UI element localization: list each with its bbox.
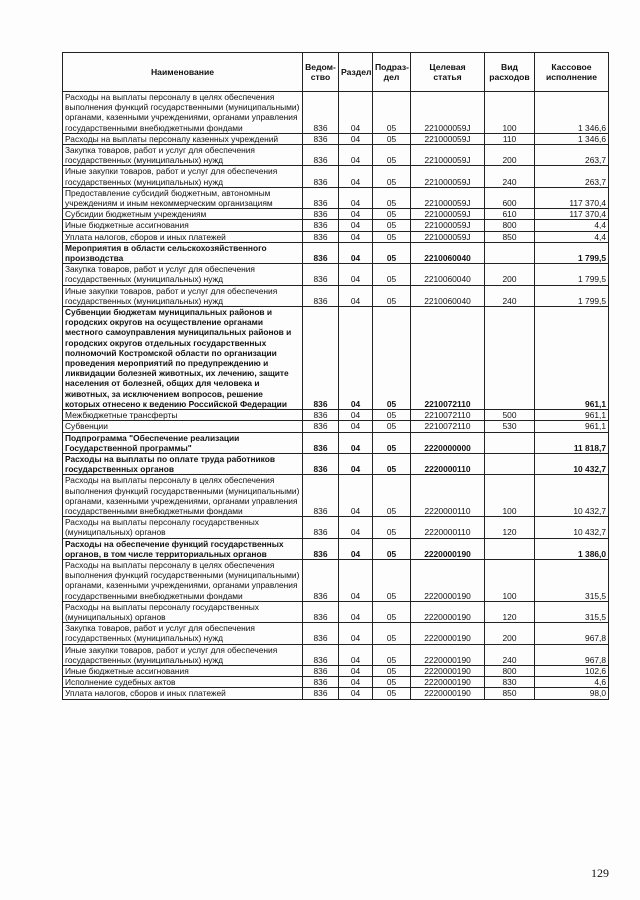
row-podrazdel-cell: 05: [373, 601, 411, 622]
row-vedomstvo-cell: 836: [303, 187, 339, 208]
table-header: [63, 53, 609, 92]
row-name-cell: Межбюджетные трансферты: [63, 410, 303, 421]
row-vid-cell: 850: [485, 688, 535, 699]
row-name-cell: Расходы на выплаты персоналу государственных (муниципальных) органов: [63, 601, 303, 622]
row-razdel-cell: 04: [339, 559, 373, 601]
row-podrazdel-cell: 05: [373, 517, 411, 538]
row-target-cell: 2220000190: [411, 688, 485, 699]
row-name-cell: Закупка товаров, работ и услуг для обеспечения государственных (муниципальных) нужд: [63, 264, 303, 285]
row-razdel-cell: 04: [339, 538, 373, 559]
row-target-cell: 2210072110: [411, 307, 485, 410]
row-podrazdel-cell: 05: [373, 145, 411, 166]
row-amount-cell: 263,7: [535, 166, 609, 187]
table-row: [63, 187, 609, 208]
row-amount-cell: 10 432,7: [535, 517, 609, 538]
row-vid-cell: [485, 242, 535, 263]
row-amount-cell: 10 432,7: [535, 453, 609, 474]
row-razdel-cell: 04: [339, 688, 373, 699]
row-target-cell: 2220000110: [411, 475, 485, 517]
row-podrazdel-cell: 05: [373, 559, 411, 601]
table-row: [63, 538, 609, 559]
header-vedomstvo: Ведом- ство: [303, 53, 339, 92]
row-razdel-cell: 04: [339, 307, 373, 410]
row-vedomstvo-cell: 836: [303, 231, 339, 242]
row-razdel-cell: 04: [339, 187, 373, 208]
row-razdel-cell: 04: [339, 209, 373, 220]
row-vedomstvo-cell: 836: [303, 432, 339, 453]
row-amount-cell: 961,1: [535, 421, 609, 432]
row-vedomstvo-cell: 836: [303, 307, 339, 410]
row-podrazdel-cell: 05: [373, 264, 411, 285]
row-podrazdel-cell: 05: [373, 644, 411, 665]
row-name-cell: Расходы на выплаты персоналу в целях обеспечения выполнения функций государственными (муниципальными) органами, казенными учреждениями, органами управления государственными внебюджетными фондами: [63, 559, 303, 601]
row-vid-cell: 600: [485, 187, 535, 208]
row-target-cell: 2210060040: [411, 285, 485, 306]
row-podrazdel-cell: 05: [373, 453, 411, 474]
row-vedomstvo-cell: 836: [303, 559, 339, 601]
table-row: [63, 517, 609, 538]
page-number: 129: [591, 866, 609, 880]
row-podrazdel-cell: 05: [373, 665, 411, 676]
row-vid-cell: 850: [485, 231, 535, 242]
row-podrazdel-cell: 05: [373, 677, 411, 688]
row-podrazdel-cell: 05: [373, 242, 411, 263]
table-row: [63, 209, 609, 220]
table-row: [63, 623, 609, 644]
row-podrazdel-cell: 05: [373, 421, 411, 432]
row-vedomstvo-cell: 836: [303, 623, 339, 644]
header-target: Целевая статья: [411, 53, 485, 92]
row-vedomstvo-cell: 836: [303, 644, 339, 665]
row-razdel-cell: 04: [339, 285, 373, 306]
row-target-cell: 2220000190: [411, 623, 485, 644]
table-row: [63, 665, 609, 676]
row-vedomstvo-cell: 836: [303, 688, 339, 699]
row-target-cell: 221000059J: [411, 166, 485, 187]
table-row: [63, 220, 609, 231]
row-target-cell: 221000059J: [411, 133, 485, 144]
row-name-cell: Расходы на выплаты персоналу в целях обеспечения выполнения функций государственными (муниципальными) органами, казенными учреждениями, органами управления государственными внебюджетными фондами: [63, 92, 303, 134]
row-vedomstvo-cell: 836: [303, 242, 339, 263]
header-razdel: Раздел: [339, 53, 373, 92]
row-name-cell: Иные бюджетные ассигнования: [63, 220, 303, 231]
row-vid-cell: 200: [485, 145, 535, 166]
row-vid-cell: 120: [485, 601, 535, 622]
row-name-cell: Подпрограмма "Обеспечение реализации Государственной программы": [63, 432, 303, 453]
row-vid-cell: [485, 453, 535, 474]
row-amount-cell: 102,6: [535, 665, 609, 676]
table-row: [63, 432, 609, 453]
row-razdel-cell: 04: [339, 220, 373, 231]
row-name-cell: Закупка товаров, работ и услуг для обеспечения государственных (муниципальных) нужд: [63, 623, 303, 644]
row-razdel-cell: 04: [339, 677, 373, 688]
row-podrazdel-cell: 05: [373, 231, 411, 242]
row-vid-cell: 200: [485, 264, 535, 285]
row-vedomstvo-cell: 836: [303, 410, 339, 421]
row-target-cell: 221000059J: [411, 209, 485, 220]
table-row: [63, 559, 609, 601]
row-vid-cell: 240: [485, 166, 535, 187]
row-vid-cell: 800: [485, 220, 535, 231]
row-name-cell: Исполнение судебных актов: [63, 677, 303, 688]
row-amount-cell: 1 346,6: [535, 133, 609, 144]
row-amount-cell: 967,8: [535, 623, 609, 644]
row-amount-cell: 1 799,5: [535, 264, 609, 285]
row-name-cell: Субвенции бюджетам муниципальных районов и городских округов на осуществление органами местного самоуправления муниципальных районов и городских округов отдельных государственных полномочий Костромской области по организации проведения мероприятий по предупреждению и ликвидации болезней животных, их лечению, защите населения от болезней, общих для человека и животных, за исключением вопросов, решение которых отнесено к ведению Российской Федерации: [63, 307, 303, 410]
row-name-cell: Иные бюджетные ассигнования: [63, 665, 303, 676]
row-name-cell: Иные закупки товаров, работ и услуг для обеспечения государственных (муниципальных) нужд: [63, 166, 303, 187]
row-target-cell: 221000059J: [411, 231, 485, 242]
row-target-cell: 2210072110: [411, 410, 485, 421]
row-amount-cell: 1 799,5: [535, 242, 609, 263]
row-target-cell: 2220000000: [411, 432, 485, 453]
row-target-cell: 2220000110: [411, 517, 485, 538]
row-name-cell: Уплата налогов, сборов и иных платежей: [63, 688, 303, 699]
header-name: Наименование: [63, 53, 303, 92]
row-vedomstvo-cell: 836: [303, 92, 339, 134]
header-podrazdel: Подраз- дел: [373, 53, 411, 92]
row-target-cell: 2210072110: [411, 421, 485, 432]
row-vid-cell: 120: [485, 517, 535, 538]
row-vedomstvo-cell: 836: [303, 264, 339, 285]
row-vedomstvo-cell: 836: [303, 517, 339, 538]
row-name-cell: Предоставление субсидий бюджетным, автономным учреждениям и иным некоммерческим организациям: [63, 187, 303, 208]
row-amount-cell: 961,1: [535, 410, 609, 421]
row-target-cell: 2220000190: [411, 538, 485, 559]
row-target-cell: 2220000190: [411, 644, 485, 665]
row-podrazdel-cell: 05: [373, 285, 411, 306]
row-amount-cell: 98,0: [535, 688, 609, 699]
row-vedomstvo-cell: 836: [303, 145, 339, 166]
row-podrazdel-cell: 05: [373, 410, 411, 421]
row-razdel-cell: 04: [339, 432, 373, 453]
row-vid-cell: [485, 432, 535, 453]
table-row: [63, 410, 609, 421]
row-amount-cell: 11 818,7: [535, 432, 609, 453]
row-vedomstvo-cell: 836: [303, 475, 339, 517]
row-amount-cell: 117 370,4: [535, 187, 609, 208]
row-amount-cell: 4,4: [535, 231, 609, 242]
table-row: [63, 145, 609, 166]
table-row: [63, 242, 609, 263]
row-vedomstvo-cell: 836: [303, 209, 339, 220]
row-target-cell: 2220000190: [411, 559, 485, 601]
row-vid-cell: 100: [485, 559, 535, 601]
row-amount-cell: 315,5: [535, 559, 609, 601]
row-target-cell: 221000059J: [411, 145, 485, 166]
row-vedomstvo-cell: 836: [303, 453, 339, 474]
row-razdel-cell: 04: [339, 92, 373, 134]
row-razdel-cell: 04: [339, 601, 373, 622]
table-row: [63, 453, 609, 474]
row-vid-cell: 110: [485, 133, 535, 144]
row-podrazdel-cell: 05: [373, 187, 411, 208]
row-target-cell: 2220000190: [411, 677, 485, 688]
row-name-cell: Иные закупки товаров, работ и услуг для обеспечения государственных (муниципальных) нужд: [63, 285, 303, 306]
row-vedomstvo-cell: 836: [303, 538, 339, 559]
row-vid-cell: 200: [485, 623, 535, 644]
budget-table: [62, 52, 609, 700]
table-row: [63, 264, 609, 285]
row-name-cell: Закупка товаров, работ и услуг для обеспечения государственных (муниципальных) нужд: [63, 145, 303, 166]
row-amount-cell: 117 370,4: [535, 209, 609, 220]
row-amount-cell: 315,5: [535, 601, 609, 622]
table-row: [63, 688, 609, 699]
row-vid-cell: [485, 307, 535, 410]
row-razdel-cell: 04: [339, 475, 373, 517]
table-row: [63, 644, 609, 665]
row-target-cell: 221000059J: [411, 92, 485, 134]
row-razdel-cell: 04: [339, 231, 373, 242]
row-razdel-cell: 04: [339, 623, 373, 644]
row-vedomstvo-cell: 836: [303, 665, 339, 676]
table-row: [63, 92, 609, 134]
row-target-cell: 2210060040: [411, 264, 485, 285]
table-row: [63, 601, 609, 622]
row-vid-cell: [485, 538, 535, 559]
row-vid-cell: 830: [485, 677, 535, 688]
row-podrazdel-cell: 05: [373, 92, 411, 134]
table-row: [63, 285, 609, 306]
row-target-cell: 221000059J: [411, 220, 485, 231]
row-vid-cell: 500: [485, 410, 535, 421]
row-target-cell: 221000059J: [411, 187, 485, 208]
row-razdel-cell: 04: [339, 644, 373, 665]
row-podrazdel-cell: 05: [373, 688, 411, 699]
table-row: [63, 133, 609, 144]
row-podrazdel-cell: 05: [373, 538, 411, 559]
row-vedomstvo-cell: 836: [303, 133, 339, 144]
row-podrazdel-cell: 05: [373, 209, 411, 220]
row-podrazdel-cell: 05: [373, 220, 411, 231]
header-amount: Кассовое исполнение: [535, 53, 609, 92]
row-amount-cell: 263,7: [535, 145, 609, 166]
table-row: [63, 677, 609, 688]
table-row: [63, 307, 609, 410]
row-razdel-cell: 04: [339, 453, 373, 474]
row-vid-cell: 240: [485, 285, 535, 306]
row-amount-cell: 961,1: [535, 307, 609, 410]
row-podrazdel-cell: 05: [373, 432, 411, 453]
row-vid-cell: 800: [485, 665, 535, 676]
row-vedomstvo-cell: 836: [303, 421, 339, 432]
row-name-cell: Расходы на выплаты персоналу в целях обеспечения выполнения функций государственными (муниципальными) органами, казенными учреждениями, органами управления государственными внебюджетными фондами: [63, 475, 303, 517]
row-podrazdel-cell: 05: [373, 475, 411, 517]
row-amount-cell: 1 346,6: [535, 92, 609, 134]
row-name-cell: Расходы на выплаты по оплате труда работников государственных органов: [63, 453, 303, 474]
row-target-cell: 2220000110: [411, 453, 485, 474]
row-razdel-cell: 04: [339, 133, 373, 144]
row-name-cell: Субвенции: [63, 421, 303, 432]
row-razdel-cell: 04: [339, 242, 373, 263]
row-vedomstvo-cell: 836: [303, 285, 339, 306]
row-razdel-cell: 04: [339, 264, 373, 285]
row-podrazdel-cell: 05: [373, 623, 411, 644]
row-name-cell: Субсидии бюджетным учреждениям: [63, 209, 303, 220]
row-target-cell: 2210060040: [411, 242, 485, 263]
row-razdel-cell: 04: [339, 665, 373, 676]
row-vid-cell: 100: [485, 475, 535, 517]
row-podrazdel-cell: 05: [373, 133, 411, 144]
table-row: [63, 475, 609, 517]
row-podrazdel-cell: 05: [373, 307, 411, 410]
row-vid-cell: 240: [485, 644, 535, 665]
row-amount-cell: 4,4: [535, 220, 609, 231]
row-razdel-cell: 04: [339, 410, 373, 421]
row-name-cell: Расходы на обеспечение функций государственных органов, в том числе территориальных органов: [63, 538, 303, 559]
header-vid: Вид расходов: [485, 53, 535, 92]
row-vid-cell: 610: [485, 209, 535, 220]
table-row: [63, 231, 609, 242]
row-vedomstvo-cell: 836: [303, 166, 339, 187]
row-razdel-cell: 04: [339, 145, 373, 166]
row-vedomstvo-cell: 836: [303, 677, 339, 688]
row-razdel-cell: 04: [339, 166, 373, 187]
row-amount-cell: 4,6: [535, 677, 609, 688]
row-name-cell: Мероприятия в области сельскохозяйственного производства: [63, 242, 303, 263]
row-name-cell: Иные закупки товаров, работ и услуг для обеспечения государственных (муниципальных) нужд: [63, 644, 303, 665]
row-razdel-cell: 04: [339, 421, 373, 432]
row-amount-cell: 10 432,7: [535, 475, 609, 517]
row-razdel-cell: 04: [339, 517, 373, 538]
row-name-cell: Расходы на выплаты персоналу казенных учреждений: [63, 133, 303, 144]
row-vedomstvo-cell: 836: [303, 601, 339, 622]
row-name-cell: Расходы на выплаты персоналу государственных (муниципальных) органов: [63, 517, 303, 538]
row-vid-cell: 100: [485, 92, 535, 134]
row-vid-cell: 530: [485, 421, 535, 432]
row-amount-cell: 1 386,0: [535, 538, 609, 559]
row-amount-cell: 967,8: [535, 644, 609, 665]
row-amount-cell: 1 799,5: [535, 285, 609, 306]
table-row: [63, 421, 609, 432]
row-podrazdel-cell: 05: [373, 166, 411, 187]
table-row: [63, 166, 609, 187]
row-target-cell: 2220000190: [411, 601, 485, 622]
row-vedomstvo-cell: 836: [303, 220, 339, 231]
row-target-cell: 2220000190: [411, 665, 485, 676]
row-name-cell: Уплата налогов, сборов и иных платежей: [63, 231, 303, 242]
table-body: [63, 92, 609, 700]
